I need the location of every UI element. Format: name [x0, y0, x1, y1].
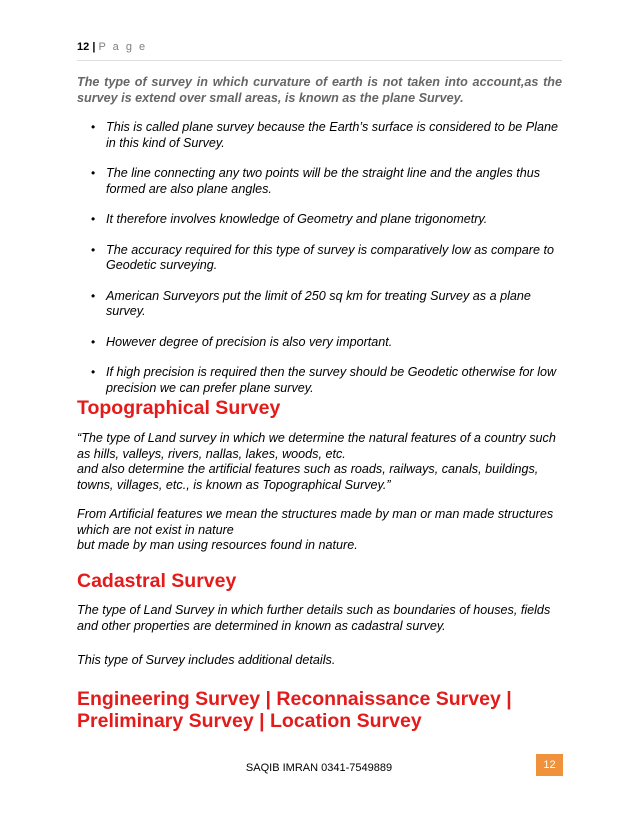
list-item — [77, 289, 562, 320]
topographical-definition-line: “The type of Land survey in which we determine the natural features of a country such — [77, 431, 556, 445]
footer-author: SAQIB IMRAN 0341-7549889 — [245, 762, 393, 774]
artificial-features-line: but made by man using resources found in nature. — [77, 538, 358, 552]
list-item-text: If high precision is required then the survey should be Geodetic otherwise for low precision we can prefer plane survey. — [106, 365, 557, 395]
list-item — [77, 120, 562, 151]
list-item-text: The line connecting any two points will be the straight line and the angles thus formed are also plane angles. — [106, 166, 541, 196]
bullet-icon: • — [91, 242, 96, 257]
list-item-text: American Surveyors put the limit of 250 sq km for treating Survey as a plane survey. — [106, 288, 531, 318]
bullet-icon: • — [91, 120, 96, 134]
topographical-definition-line: and also determine the artificial features such as roads, railways, canals, buildings, — [77, 462, 539, 476]
list-item — [77, 335, 562, 351]
cadastral-details-paragraph: This type of Survey includes additional details. — [77, 653, 336, 667]
header-separator: | — [92, 41, 96, 53]
list-item-text: The accuracy required for this type of survey is comparatively low as compare to Geodetic surveying. — [106, 242, 554, 272]
list-item — [77, 212, 562, 228]
list-item — [77, 243, 562, 274]
topographical-definition-line: towns, villages, etc., is known as Topographical Survey.” — [77, 477, 391, 492]
bullet-icon: • — [91, 166, 96, 180]
intro-paragraph: The type of survey in which curvature of earth is not taken into account,as the survey is extend over small areas, is known as the plane Survey. — [77, 75, 562, 105]
artificial-features-paragraph — [77, 507, 562, 554]
header-page-number: 12 — [77, 41, 90, 53]
topographical-definition — [77, 431, 562, 493]
bullet-icon: • — [91, 365, 96, 379]
plane-survey-bullet-list — [77, 120, 562, 411]
artificial-features-line: which are not exist in nature — [77, 522, 234, 537]
bullet-icon: • — [91, 334, 96, 349]
engineering-heading-line: Engineering Survey | Reconnaissance Survey | — [77, 688, 512, 710]
list-item-text: This is called plane survey because the Earth’s surface is considered to be Plane in this kind of Survey. — [106, 120, 558, 150]
cadastral-definition: The type of Land Survey in which further details such as boundaries of houses, fields and other properties are determined in known as cadastral survey. — [77, 603, 551, 633]
topographical-survey-heading: Topographical Survey — [77, 397, 281, 419]
artificial-features-line: From Artificial features we mean the structures made by man or man made structures — [77, 507, 554, 521]
list-item — [77, 365, 562, 396]
engineering-heading-line: Preliminary Survey | Location Survey — [77, 710, 422, 732]
bullet-icon: • — [91, 288, 96, 303]
topographical-definition-line: as hills, valleys, rivers, nallas, lakes, woods, etc. — [77, 446, 346, 461]
footer-page-badge: 12 — [536, 754, 563, 776]
list-item-text: However degree of precision is also very important. — [106, 334, 393, 349]
engineering-survey-heading — [77, 688, 512, 732]
list-item — [77, 166, 562, 197]
page-header — [77, 40, 562, 61]
list-item-text: It therefore involves knowledge of Geometry and plane trigonometry. — [106, 212, 488, 226]
header-page-label: P a g e — [98, 41, 148, 53]
bullet-icon: • — [91, 212, 96, 226]
cadastral-survey-heading: Cadastral Survey — [77, 570, 237, 592]
